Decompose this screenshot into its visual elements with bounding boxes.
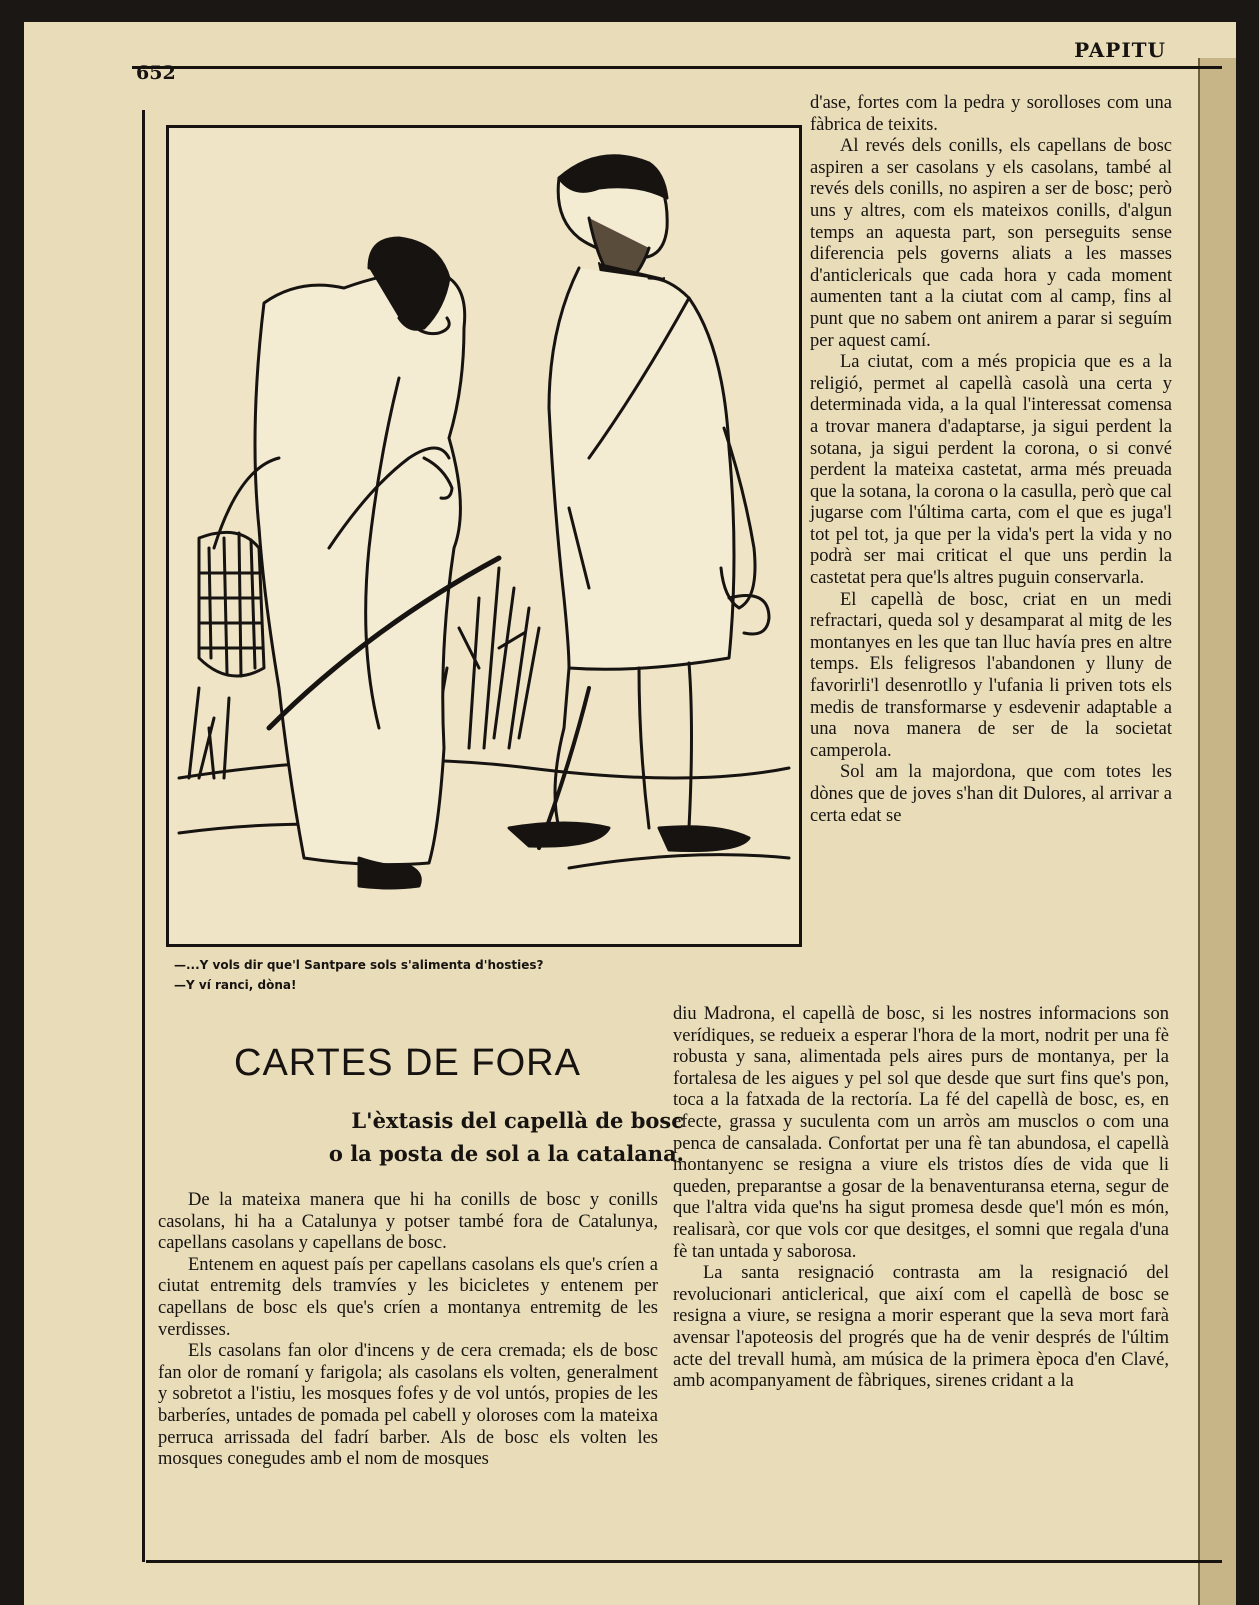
paragraph: Entenem en aquest país per capellans casolans els que's críen a ciutat entremitg dels tramvíes y les bicicletes y entenem per capellans de bosc els que's críen a montanya entremitg de les verdisses. (158, 1254, 658, 1340)
subtitle-line: o la posta de sol a la catalana. (328, 1141, 684, 1166)
left-column (158, 1190, 658, 1471)
caption-line: —Y ví ranci, dòna! (174, 978, 297, 992)
running-head: PAPITU (1074, 38, 1166, 62)
top-rule (132, 66, 1222, 69)
magazine-page (24, 22, 1236, 1605)
article-subtitle (324, 1104, 684, 1170)
paragraph: diu Madrona, el capellà de bosc, si les nostres informacions son verídiques, se redueix a esperar l'hora de la mort, nodrit per una fè robusta y sana, alimentada pels aires purs de montanya, per la fortalesa de les aigues y pel sol que desde que surt fins que's pon, toca a la fatxada de la rectoría. La fé del capellà de bosc, es, en efecte, grassa y suculenta com un arròs am musclos o com una penca de cansalada. Confortat per una fè tan abundosa, el capellà montanyenc se resigna a viure els tristos díes de vida que li queden, preparantse a gosar de la benaventuransa eterna, segur de que l'altra vida que'ns ha sigut promesa desde que'l món es món, realisarà, cor que vols cor que desitges, el somni que regala d'una fè tan untada y saborosa. (673, 1004, 1169, 1262)
right-column-top (810, 93, 1172, 827)
caption-line: —...Y vols dir que'l Santpare sols s'alimenta d'hosties? (174, 958, 544, 972)
article-title: CARTES DE FORA (234, 1042, 581, 1084)
paragraph: De la mateixa manera que hi ha conills de bosc y conills casolans, hi ha a Catalunya y potser també fora de Catalunya, capellans casolans y capellans de bosc. (158, 1190, 658, 1254)
paragraph: Al revés dels conills, els capellans de bosc aspiren a ser casolans y els casolans, també al revés dels conills, no aspiren a ser de bosc; però uns y altres, com els mateixos conills, d'algun temps an aquesta part, son perseguits sense diferencia pels governs aliats a les masses d'anticlericals que cada hora y cada moment aumenten tant a la ciutat com al camp, fins al punt que no sabem ont anirem a parar si seguím per aquest camí. (810, 136, 1172, 351)
paragraph: La santa resignació contrasta am la resignació del revolucionari anticlerical, que així com el capellà de bosc se resigna a viure, se resigna a morir esperant que la seva mort farà avensar l'apoteosis del progrés que ha de venir després de l'últim acte del trevall humà, am música de la primera època d'en Clavé, amb acompanyament de fàbriques, sirenes cridant a la (673, 1263, 1169, 1392)
left-rule (142, 110, 145, 1562)
cartoon-illustration (166, 125, 802, 947)
bottom-rule (146, 1560, 1222, 1563)
paragraph: El capellà de bosc, criat en un medi refractari, queda sol y desamparat al mitg de les montanyes en les que tan lluc havía pres en altre temps. Els feligresos l'abandonen y lluny de favorirli'l desenrotllo y l'ufania li priven tots els medis de transformarse y esdevenir adaptable a una nova manera de ser de la societat camperola. (810, 589, 1172, 761)
paragraph: Sol am la majordona, que com totes les dònes que de joves s'han dit Dulores, al arrivar a certa edat se (810, 762, 1172, 826)
paragraph: La ciutat, com a més propicia que es a la religió, permet al capellà casolà una certa y determinada vida, a la qual l'interessat comensa a trovar manera d'adaptarse, ja sigui perdent la sotana, ja sigui perdent la corona, o si convé perdent la mateixa castetat, arma més preuada que la sotana, la corona o la casulla, però que cal jugarse com l'última carta, com el que es juga'l tot pel tot, ja que per la vida's pert la vida y no podrà ser mai criticat el que uns perdin la castetat pera que'ls altres puguin conservarla. (810, 352, 1172, 589)
cartoon-caption (174, 955, 543, 995)
page-number: 652 (136, 62, 176, 84)
subtitle-line: L'èxtasis del capellà de bosc (351, 1108, 684, 1133)
paragraph: d'ase, fortes com la pedra y sorolloses com una fàbrica de teixits. (810, 93, 1172, 135)
paragraph: Els casolans fan olor d'incens y de cera cremada; els de bosc fan olor de romaní y farigola; als casolans els volten, generalment y sobretot a l'istiu, les mosques fofes y de vol untós, propies de les barberíes, untades de pomada pel cabell y oloroses com la mateixa perruca arrissada del fadrí barber. Als de bosc els volten les mosques conegudes amb el nom de mosques (158, 1341, 658, 1470)
next-page-edge (1198, 58, 1236, 1605)
right-column-bottom (673, 1004, 1169, 1393)
